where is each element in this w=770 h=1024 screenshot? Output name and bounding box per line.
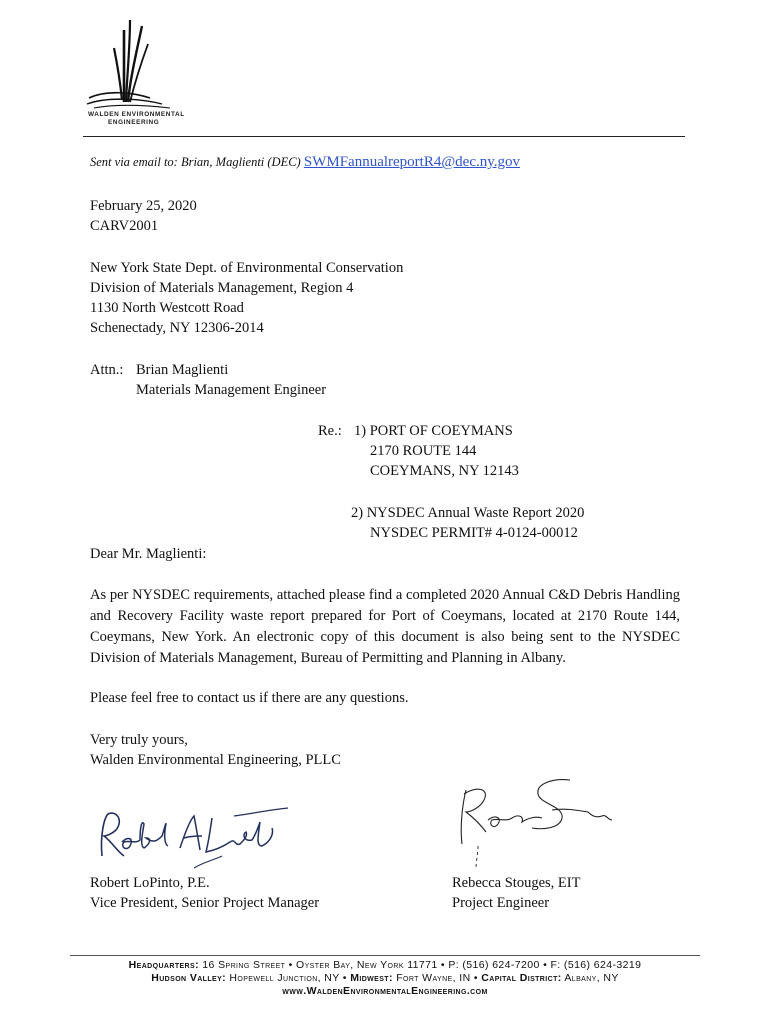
recipient-line: New York State Dept. of Environmental Conservation bbox=[90, 260, 404, 276]
re-item1-line: 2170 ROUTE 144 bbox=[370, 443, 477, 459]
re-label: Re.: bbox=[318, 423, 342, 439]
sent-via-line bbox=[90, 154, 520, 171]
footer-capital-label: Capital District: bbox=[481, 972, 562, 984]
attn-label: Attn.: bbox=[90, 362, 124, 378]
attn-name: Brian Maglienti bbox=[136, 362, 229, 378]
footer-divider bbox=[70, 955, 700, 956]
recipient-line: Schenectady, NY 12306-2014 bbox=[90, 320, 264, 336]
footer-midwest-text: Fort Wayne, IN • bbox=[392, 972, 482, 984]
closing-company: Walden Environmental Engineering, PLLC bbox=[90, 752, 341, 768]
letter-date: February 25, 2020 bbox=[90, 198, 197, 214]
header-divider bbox=[83, 136, 685, 137]
sent-via-prefix: Sent via email to: Brian, Maglienti (DEC) bbox=[90, 155, 304, 169]
recipient-line: Division of Materials Management, Region 4 bbox=[90, 280, 354, 296]
footer-website-link[interactable]: www.WaldenEnvironmentalEngineering.com bbox=[282, 985, 488, 997]
signer-name: Robert LoPinto, P.E. bbox=[90, 875, 210, 891]
footer-midwest-label: Midwest: bbox=[350, 972, 393, 984]
email-link[interactable]: SWMFannualreportR4@dec.ny.gov bbox=[303, 154, 520, 170]
attn-title: Materials Management Engineer bbox=[136, 382, 327, 398]
footer-line2 bbox=[70, 972, 700, 985]
closing-line: Very truly yours, bbox=[90, 732, 188, 748]
re-item1-line: COEYMANS, NY 12143 bbox=[370, 463, 519, 479]
reference-code: CARV2001 bbox=[90, 218, 159, 234]
footer-hudson-label: Hudson Valley: bbox=[151, 972, 227, 984]
logo-text-line2: ENGINEERING bbox=[108, 119, 160, 126]
signature-lopinto-icon bbox=[94, 806, 294, 872]
footer-hudson-text: Hopewell Junction, NY • bbox=[226, 972, 351, 984]
re-item1-line: 1) PORT OF COEYMANS bbox=[354, 423, 513, 439]
logo-text-line1: WALDEN ENVIRONMENTAL bbox=[88, 111, 185, 118]
signer-title: Vice President, Senior Project Manager bbox=[90, 895, 320, 911]
salutation: Dear Mr. Maglienti: bbox=[90, 546, 207, 562]
recipient-line: 1130 North Westcott Road bbox=[90, 300, 244, 316]
footer-hq-label: Headquarters: bbox=[128, 959, 199, 971]
footer-line1 bbox=[70, 959, 700, 972]
signer-name: Rebecca Stouges, EIT bbox=[452, 875, 581, 891]
re-item2-line: 2) NYSDEC Annual Waste Report 2020 bbox=[351, 505, 585, 521]
body-paragraph: As per NYSDEC requirements, attached please find a completed 2020 Annual C&D Debris Handling and Recovery Facility waste report prepared for Port of Coeymans, located at 2170 Route 144, Coeymans, New York. An electronic copy of this document is also being sent to the NYSDEC Division of Materials Management, Bureau of Permitting and Planning in Albany. bbox=[90, 587, 680, 666]
signer-title: Project Engineer bbox=[452, 895, 550, 911]
signature-stouges-icon bbox=[452, 772, 622, 872]
re-item2-line: NYSDEC PERMIT# 4-0124-00012 bbox=[370, 525, 578, 541]
footer-capital-text: Albany, NY bbox=[561, 972, 619, 984]
body-paragraph: Please feel free to contact us if there are any questions. bbox=[90, 690, 409, 706]
footer-hq-text: 16 Spring Street • Oyster Bay, New York 11771 • P: (516) 624-7200 • F: (516) 624-3219 bbox=[198, 959, 642, 971]
